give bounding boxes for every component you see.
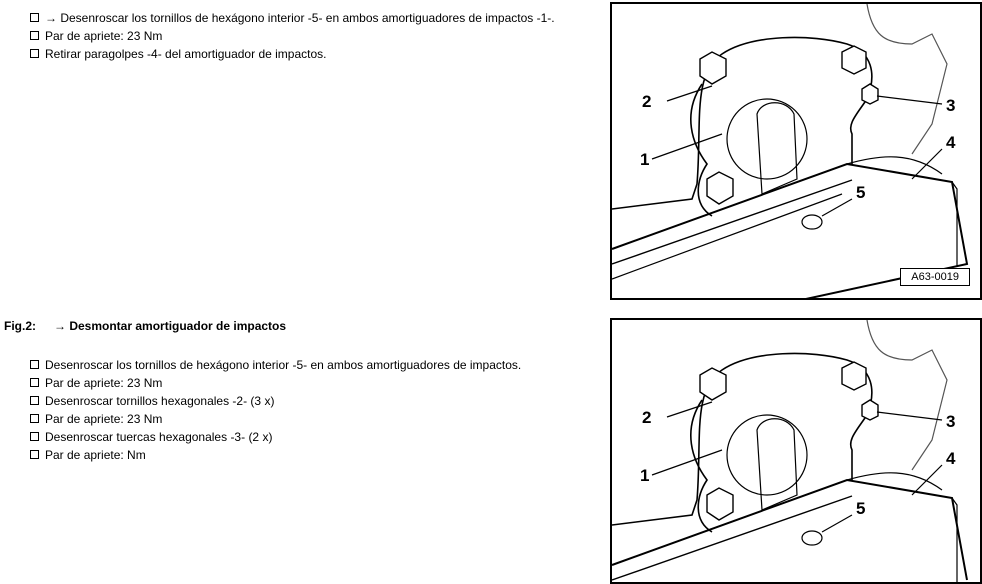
step-text: Desenroscar tornillos hexagonales -2- (3 x) <box>45 394 275 408</box>
checkbox-icon <box>30 450 39 459</box>
list-item <box>30 27 590 45</box>
callout-2: 2 <box>642 92 652 111</box>
list-item <box>30 374 590 392</box>
illustration-bottom <box>610 318 982 584</box>
figure-title: → Desmontar amortiguador de impactos <box>54 319 287 333</box>
step-text: Desenroscar tuercas hexagonales -3- (2 x) <box>45 430 273 444</box>
callout-4: 4 <box>946 133 956 152</box>
callout-4: 4 <box>946 449 956 468</box>
callout-1: 1 <box>640 150 650 169</box>
list-item <box>30 428 590 446</box>
list-item <box>30 392 590 410</box>
list-item <box>30 446 590 464</box>
figure-label: Fig.2: <box>4 319 36 333</box>
checkbox-icon <box>30 31 39 40</box>
step-text: Par de apriete: Nm <box>45 448 146 462</box>
impact-absorber-drawing <box>612 4 980 298</box>
figure-caption <box>4 319 286 333</box>
list-item <box>30 45 590 63</box>
checkbox-icon <box>30 13 39 22</box>
step-text: Retirar paragolpes -4- del amortiguador de impactos. <box>45 47 327 61</box>
checkbox-icon <box>30 49 39 58</box>
list-item <box>30 9 590 27</box>
impact-absorber-drawing <box>612 320 980 582</box>
step-text: → Desenroscar los tornillos de hexágono interior -5- en ambos amortiguadores de impactos -1-. <box>45 11 555 25</box>
callout-1: 1 <box>640 466 650 485</box>
illustration-top <box>610 2 982 300</box>
callout-5: 5 <box>856 499 866 518</box>
callout-3: 3 <box>946 96 956 115</box>
checkbox-icon <box>30 396 39 405</box>
list-item <box>30 410 590 428</box>
checkbox-icon <box>30 360 39 369</box>
reference-code: A63-0019 <box>900 268 970 286</box>
checkbox-icon <box>30 378 39 387</box>
step-text: Par de apriete: 23 Nm <box>45 29 163 43</box>
step-text: Par de apriete: 23 Nm <box>45 376 163 390</box>
callout-2: 2 <box>642 408 652 427</box>
checkbox-icon <box>30 414 39 423</box>
top-step-list <box>30 9 590 63</box>
callout-3: 3 <box>946 412 956 431</box>
list-item <box>30 356 590 374</box>
checkbox-icon <box>30 432 39 441</box>
step-text: Desenroscar los tornillos de hexágono interior -5- en ambos amortiguadores de impactos. <box>45 358 522 372</box>
callout-5: 5 <box>856 183 866 202</box>
step-text: Par de apriete: 23 Nm <box>45 412 163 426</box>
bottom-step-list <box>30 356 590 464</box>
